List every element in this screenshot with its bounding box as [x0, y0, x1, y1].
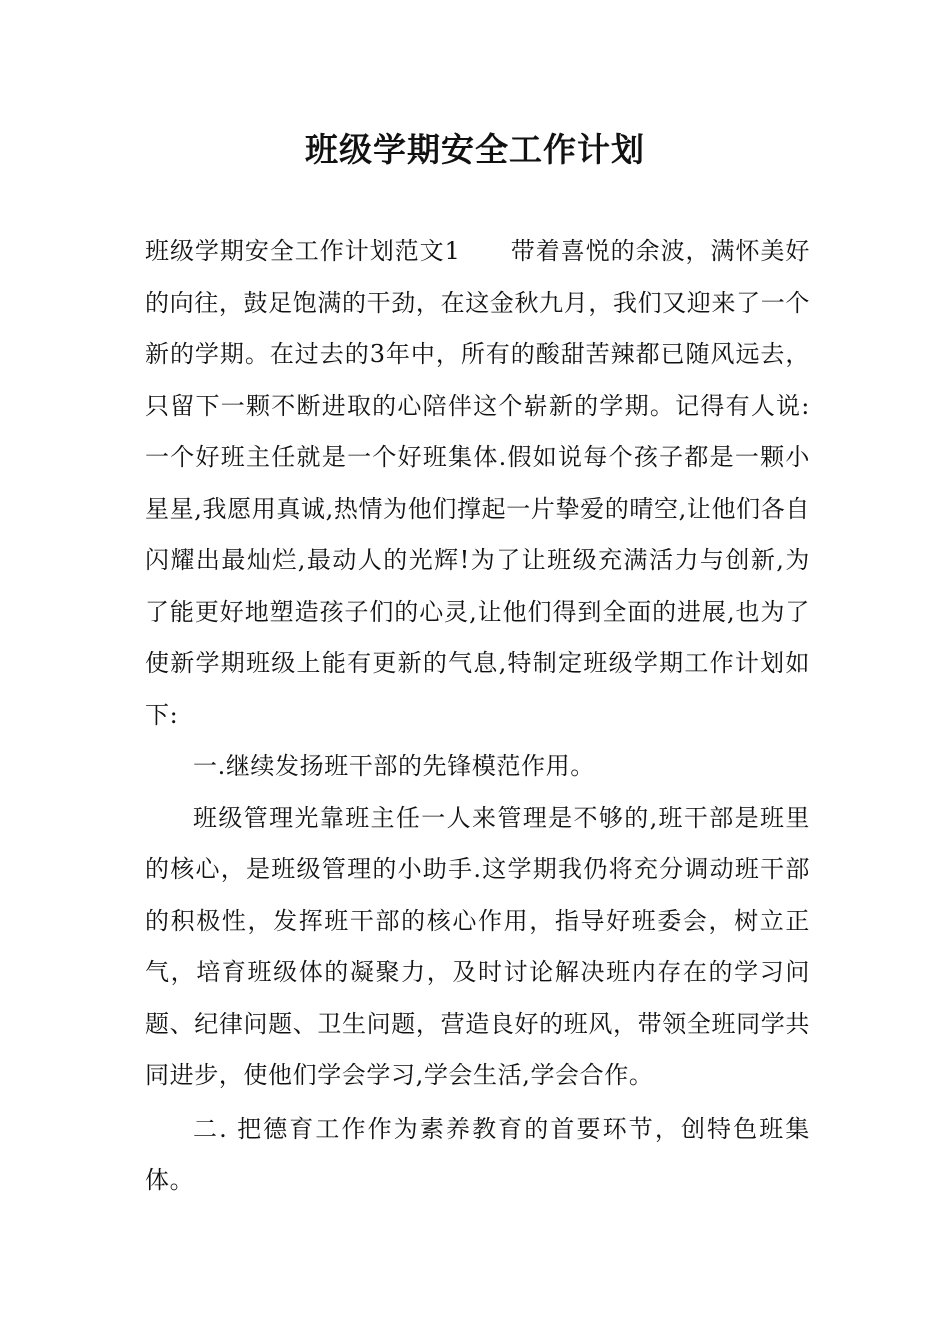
- section-heading-2: 二. 把德育工作作为素养教育的首要环节，创特色班集体。: [145, 1114, 810, 1194]
- section-paragraph-1: 班级管理光靠班主任一人来管理是不够的,班干部是班里的核心，是班级管理的小助手.这学期我仍将充分调动班干部的积极性，发挥班干部的核心作用，指导好班委会，树立正气，培育班级体的凝聚力，及时讨论解决班内存在的学习问题、纪律问题、卫生问题，营造良好的班风，带领全班同学共同进步，使他们学会学习,学会生活,学会合作。: [145, 803, 810, 1089]
- document-body: [145, 226, 810, 1207]
- document-title: 班级学期安全工作计划: [305, 130, 645, 169]
- intro-paragraph: 班级学期安全工作计划范文1 带着喜悦的余波，满怀美好的向往，鼓足饱满的干劲，在这金秋九月，我们又迎来了一个新的学期。在过去的3年中，所有的酸甜苦辣都已随风远去，只留下一颗不断进取的心陪伴这个崭新的学期。记得有人说:一个好班主任就是一个好班集体.假如说每个孩子都是一颗小星星,我愿用真诚,热情为他们撑起一片挚爱的晴空,让他们各自闪耀出最灿烂,最动人的光辉!为了让班级充满活力与创新,为了能更好地塑造孩子们的心灵,让他们得到全面的进展,也为了使新学期班级上能有更新的气息,特制定班级学期工作计划如下:: [145, 237, 810, 729]
- section-heading-1: 一.继续发扬班干部的先锋模范作用。: [193, 752, 595, 780]
